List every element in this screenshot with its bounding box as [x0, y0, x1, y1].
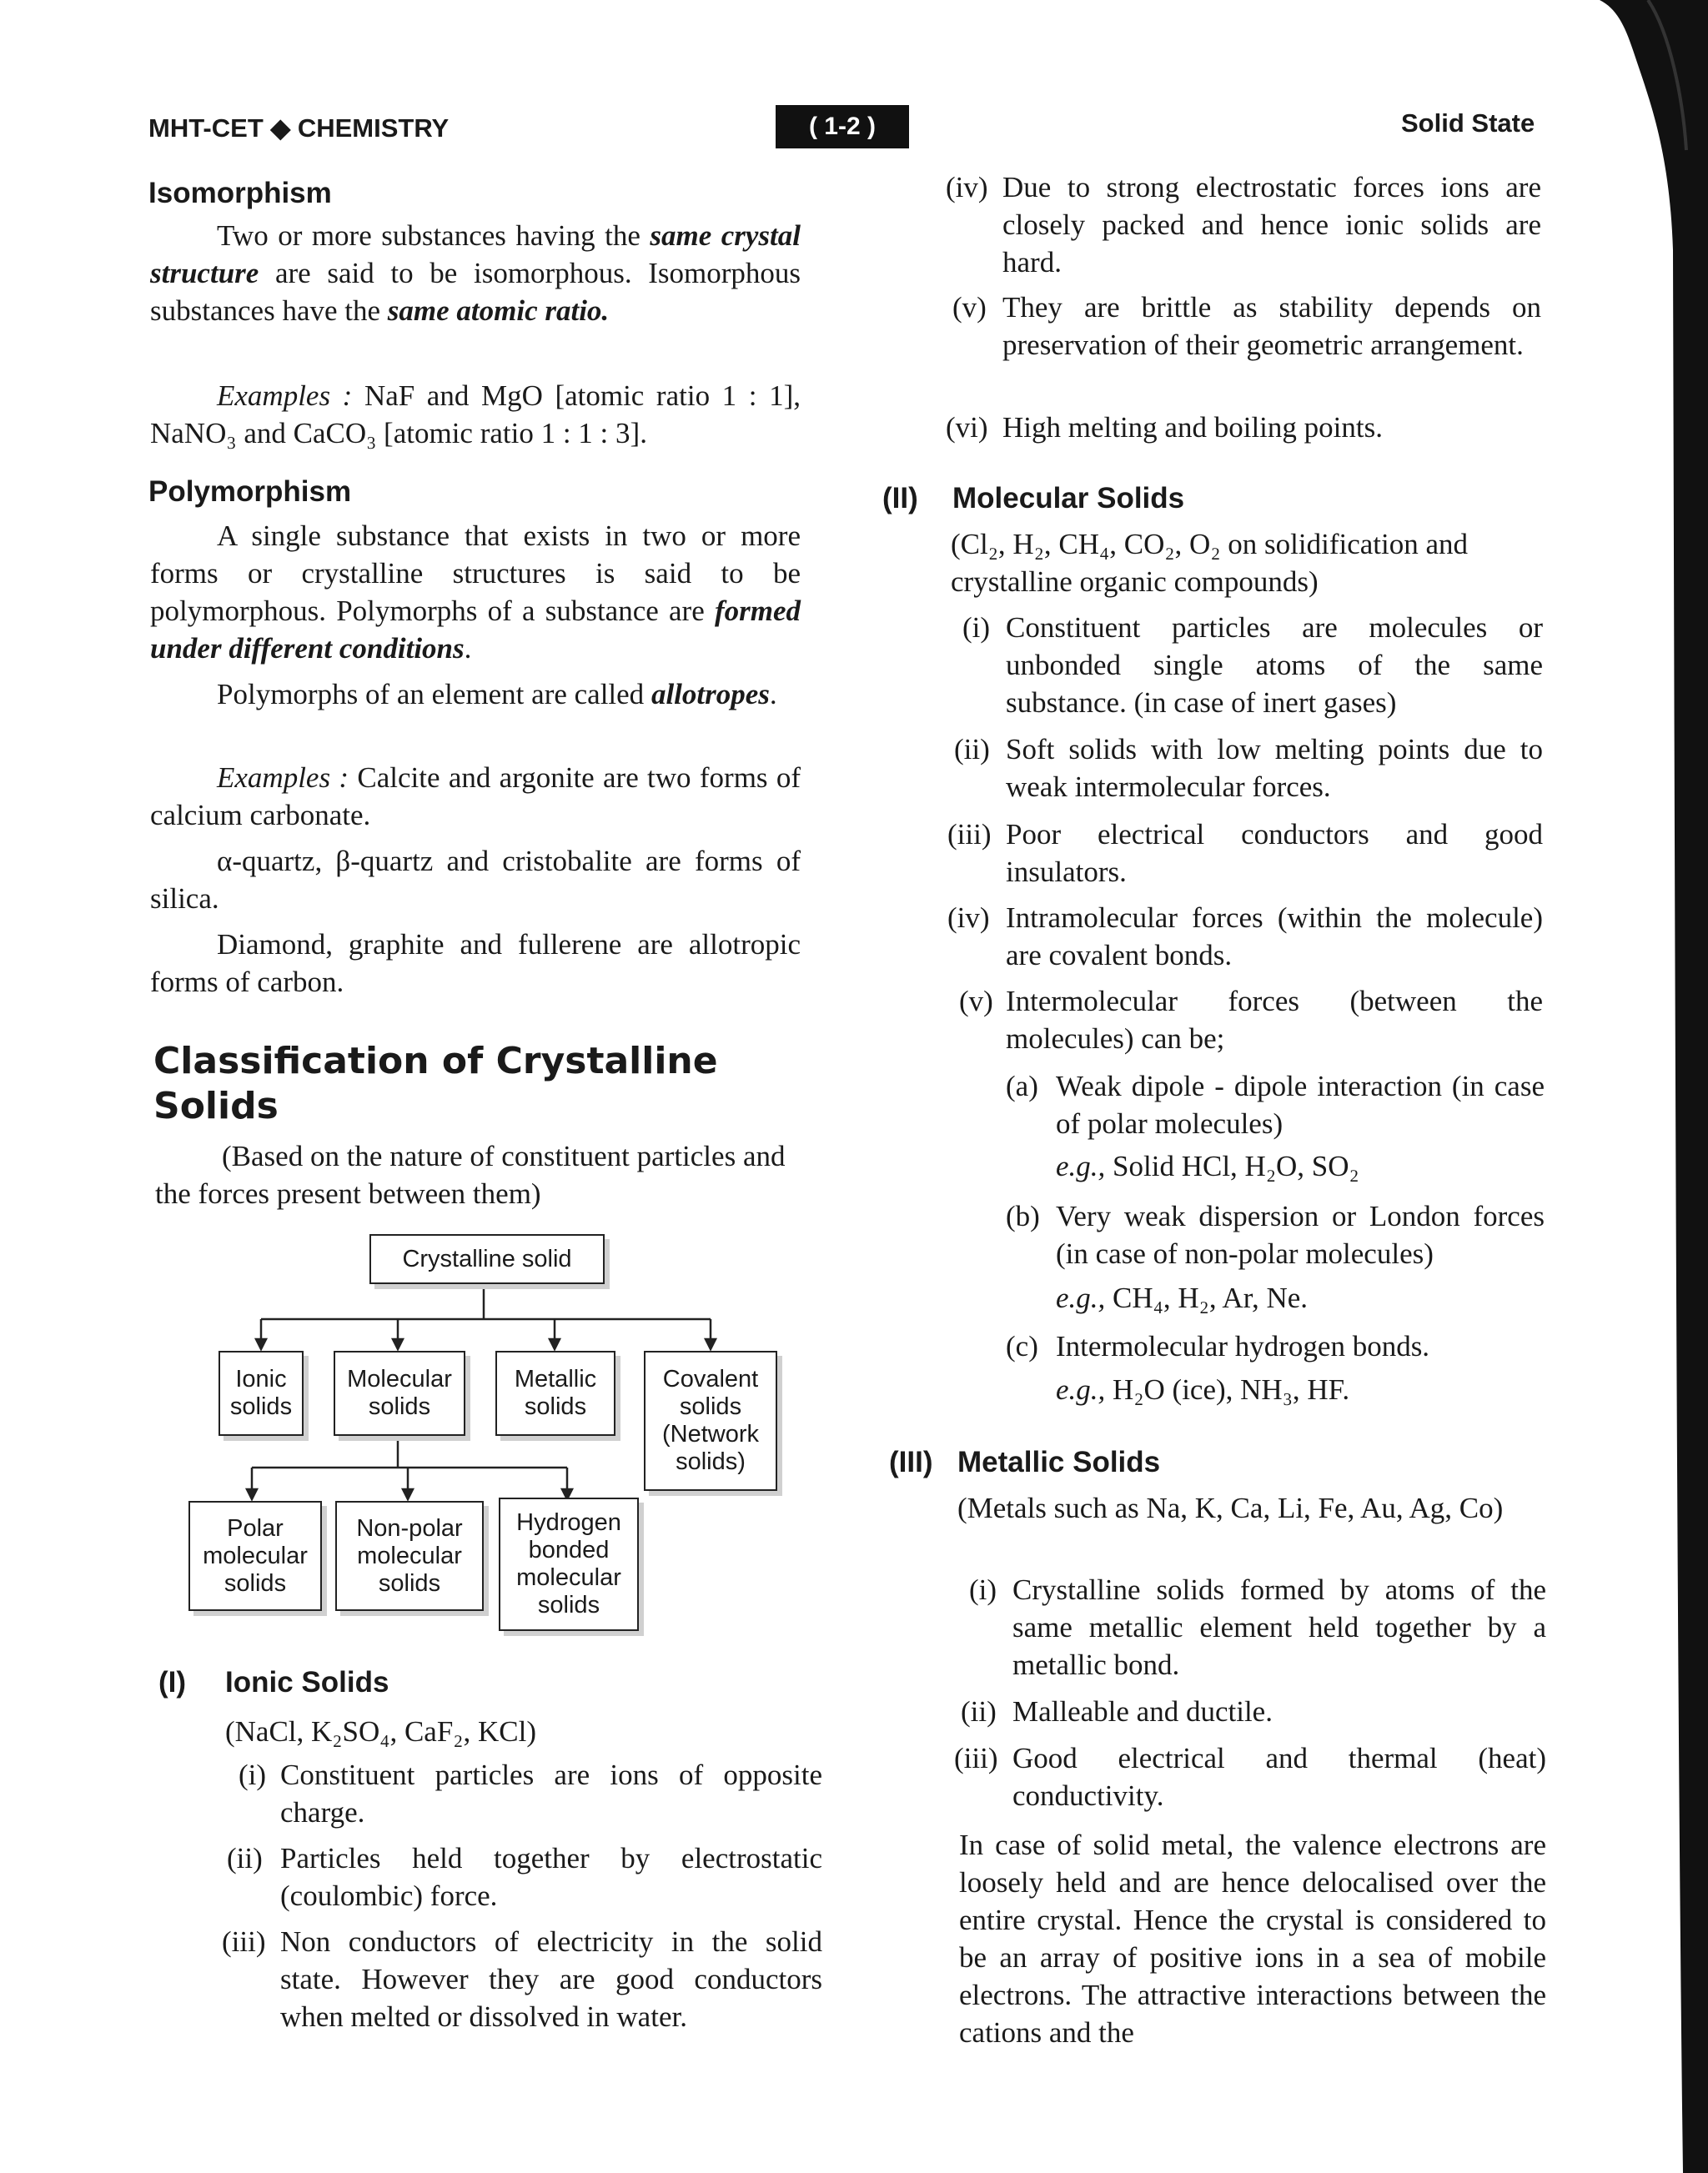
eg-label: e.g.,: [1056, 1373, 1106, 1406]
ionic-section-number: (I): [158, 1666, 187, 1699]
classification-subtitle: (Based on the nature of constituent particles and the forces present between them): [155, 1140, 786, 1210]
item-text: Non conductors of electricity in the solid state. However they are good conductors when melted or dissolved in water.: [280, 1925, 822, 2033]
item-text: Intermolecular forces (between the molecules) can be;: [1006, 985, 1543, 1055]
emphasis: allotropes: [651, 678, 770, 710]
subitem-text: Intermolecular hydrogen bonds.: [1056, 1330, 1430, 1363]
running-header-right: Solid State: [1401, 108, 1535, 138]
emphasis: same crystal structure: [150, 219, 801, 289]
metallic-item: [957, 1571, 1546, 1688]
item-number: (i): [962, 611, 991, 644]
item-number: (i): [239, 1759, 267, 1791]
eg-text: Solid HCl, H₂O, SO₂: [1113, 1150, 1359, 1182]
node-metallic-solids: Metallic solids: [495, 1351, 615, 1436]
page-number: ( 1-2 ): [776, 105, 909, 148]
molecular-section-number: (II): [882, 482, 918, 514]
item-text: Good electrical and thermal (heat) conductivity.: [1012, 1742, 1546, 1812]
polymorphism-examples: [150, 759, 801, 834]
classification-heading: Classification of Crystalline Solids: [153, 1040, 718, 1127]
metallic-item: [954, 1739, 1546, 1814]
molecular-item: [947, 899, 1543, 974]
item-text: Constituent particles are molecules or unbonded single atoms of the same substance. (in case of inert gases): [1006, 611, 1543, 719]
item-text: Particles held together by electrostatic (coulombic) force.: [280, 1842, 822, 1912]
molecular-item: [951, 730, 1543, 805]
examples-text: NaF and MgO [atomic ratio 1 : 1], NaNO₃ and CaCO₃ [atomic ratio 1 : 1 : 3].: [150, 379, 801, 449]
emphasis: formed under different conditions: [150, 595, 801, 665]
text: A single substance that exists in two or more forms or crystalline structures is said to be polymorphous. Polymorphs of a substance are: [150, 519, 801, 627]
item-text: They are brittle as stability depends on preservation of their geometric arrangement.: [1002, 291, 1541, 361]
examples-text: Calcite and argonite are two forms of calcium carbonate.: [150, 761, 801, 831]
metallic-section-number: (III): [889, 1446, 933, 1478]
isomorphism-definition: [150, 217, 801, 329]
metallic-item: [957, 1693, 1546, 1734]
polymorphism-heading: Polymorphism: [148, 475, 352, 508]
node-molecular-solids: Molecular solids: [334, 1351, 465, 1436]
node-ionic-solids: Ionic solids: [219, 1351, 304, 1436]
ionic-item: [222, 1756, 822, 1831]
emphasis: same atomic ratio.: [387, 294, 610, 327]
item-number: (iii): [947, 818, 992, 851]
molecular-item: [951, 982, 1543, 1057]
isomorphism-examples: [150, 377, 801, 452]
item-number: (iii): [222, 1925, 266, 1958]
item-text: Due to strong electrostatic forces ions are closely packed and hence ionic solids are hard.: [1002, 171, 1541, 279]
metallic-bonding-paragraph: In case of solid metal, the valence electrons are loosely held and are hence delocalised over the entire crystal. Hence the crystal is considered to be an array of positive ions in a sea of mobile electrons. The attractive interactions between the cations and the: [959, 1829, 1546, 2049]
subitem-letter: (a): [1006, 1070, 1038, 1102]
text: Polymorphs of an element are called: [217, 678, 651, 710]
ionic-item: [941, 409, 1541, 450]
item-number: (iii): [954, 1742, 998, 1774]
item-text: Malleable and ductile.: [1012, 1695, 1273, 1728]
item-number: (v): [952, 291, 987, 324]
text: .: [769, 678, 777, 710]
subitem-example: [1056, 1371, 1349, 1408]
text: are said to be isomorphous. Isomorphous substances have the: [150, 257, 801, 327]
metallic-examples: (Metals such as Na, K, Ca, Li, Fe, Au, Ag, Co): [957, 1492, 1504, 1524]
node-covalent-solids: Covalent solids (Network solids): [644, 1351, 777, 1491]
node-crystalline-solid: Crystalline solid: [369, 1234, 605, 1284]
polymorphism-definition: [150, 517, 801, 667]
item-text: Soft solids with low melting points due to weak intermolecular forces.: [1006, 733, 1543, 803]
ionic-examples: (NaCl, K₂SO₄, CaF₂, KCl): [225, 1715, 537, 1748]
subitem-example: [1056, 1279, 1308, 1317]
node-polar-molecular-solids: Polar molecular solids: [188, 1501, 322, 1611]
running-header-left: MHT-CET ◆ CHEMISTRY: [148, 113, 450, 143]
subitem-letter: (c): [1006, 1330, 1038, 1363]
item-text: Poor electrical conductors and good insulators.: [1006, 818, 1543, 888]
isomorphism-heading: Isomorphism: [148, 177, 332, 209]
node-nonpolar-molecular-solids: Non-polar molecular solids: [335, 1501, 484, 1611]
examples-label: Examples :: [217, 379, 353, 412]
item-number: (vi): [946, 411, 988, 444]
subitem-letter: (b): [1006, 1200, 1040, 1232]
item-number: (v): [959, 985, 993, 1017]
item-number: (ii): [227, 1842, 263, 1874]
item-number: (iv): [947, 901, 990, 934]
item-number: (ii): [961, 1695, 997, 1728]
item-number: (ii): [954, 733, 990, 765]
ionic-solids-heading: Ionic Solids: [225, 1666, 389, 1699]
molecular-solids-heading: Molecular Solids: [952, 482, 1185, 514]
allotropes-definition: [150, 675, 801, 713]
molecular-item: [947, 816, 1543, 891]
item-number: (i): [969, 1573, 997, 1606]
item-text: Crystalline solids formed by atoms of the same metallic element held together by a metallic bond.: [1012, 1573, 1546, 1681]
subitem-example: [1056, 1147, 1359, 1185]
page-edge-shadow: [1600, 0, 1708, 2173]
silica-forms: α-quartz, β-quartz and cristobalite are forms of silica.: [150, 845, 801, 915]
subitem-text: Very weak dispersion or London forces (in case of non-polar molecules): [1056, 1200, 1545, 1270]
force-subitem: [1006, 1197, 1545, 1314]
molecular-item: [951, 609, 1543, 725]
examples-label: Examples :: [217, 761, 349, 794]
ionic-item: [941, 289, 1541, 405]
item-number: (iv): [946, 171, 988, 203]
eg-text: CH₄, H₂, Ar, Ne.: [1113, 1282, 1309, 1314]
ionic-item: [222, 1839, 822, 1915]
ionic-item: [222, 1923, 822, 2040]
item-text: Constituent particles are ions of opposite charge.: [280, 1759, 822, 1829]
force-subitem: [1006, 1327, 1545, 1411]
node-hydrogen-bonded-solids: Hydrogen bonded molecular solids: [499, 1498, 639, 1631]
item-text: Intramolecular forces (within the molecule) are covalent bonds.: [1006, 901, 1543, 971]
text: .: [464, 632, 472, 665]
subitem-text: Weak dipole - dipole interaction (in case of polar molecules): [1056, 1070, 1545, 1140]
carbon-allotropes: Diamond, graphite and fullerene are allotropic forms of carbon.: [150, 928, 801, 998]
eg-text: H₂O (ice), NH₃, HF.: [1113, 1373, 1350, 1406]
force-subitem: [1006, 1067, 1545, 1184]
item-text: High melting and boiling points.: [1002, 411, 1383, 444]
metallic-solids-heading: Metallic Solids: [957, 1446, 1161, 1478]
molecular-examples: (Cl₂, H₂, CH₄, CO₂, O₂ on solidification and crystalline organic compounds): [951, 528, 1469, 598]
eg-label: e.g.,: [1056, 1282, 1106, 1314]
text: Two or more substances having the: [217, 219, 651, 252]
ionic-item: [941, 168, 1541, 285]
eg-label: e.g.,: [1056, 1150, 1106, 1182]
